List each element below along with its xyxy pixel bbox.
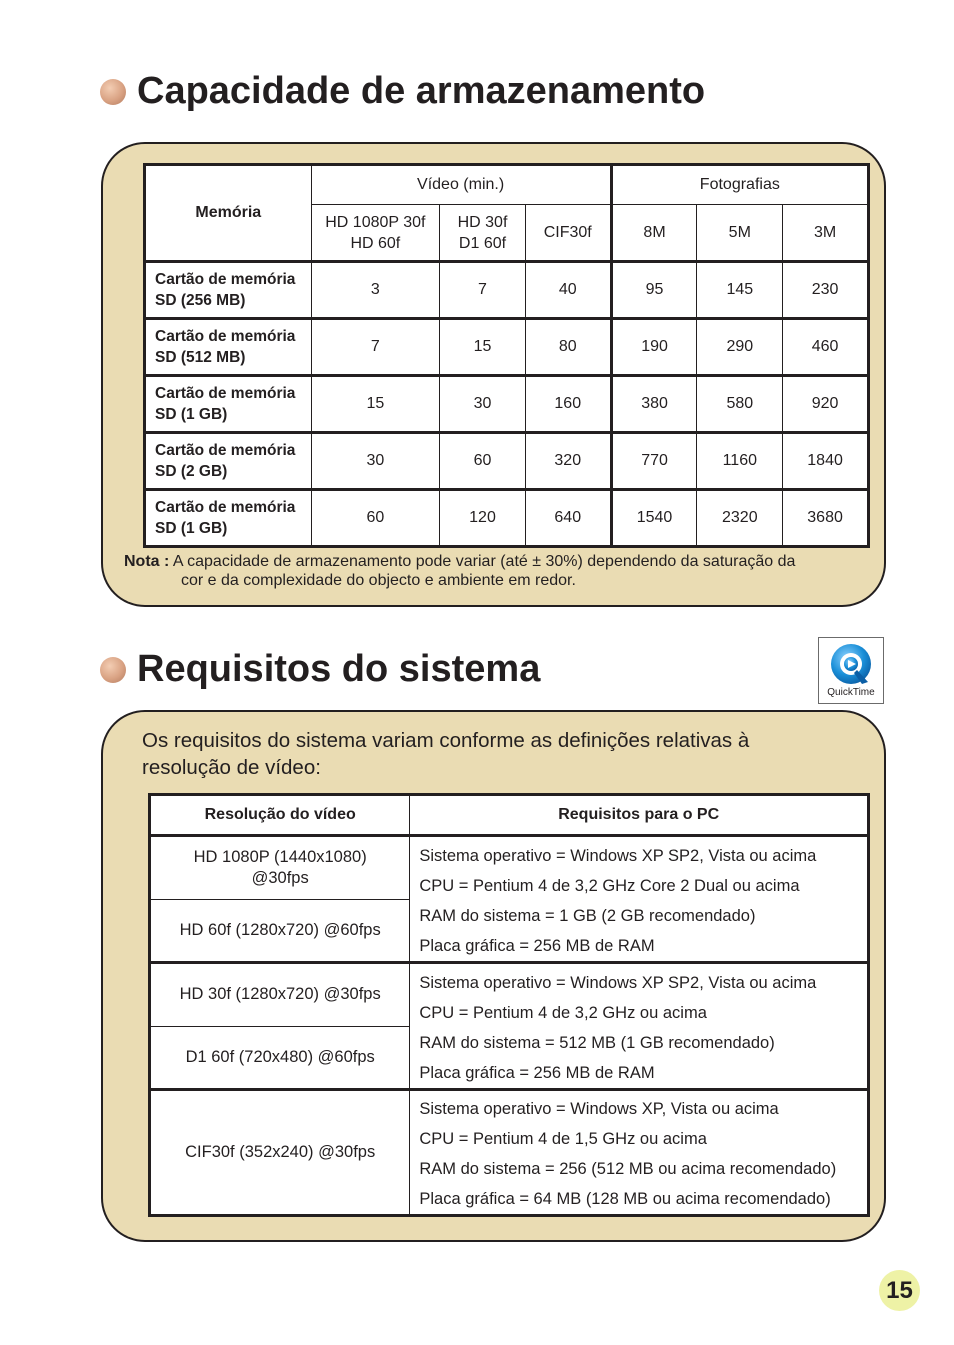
requirement-line: CPU = Pentium 4 de 3,2 GHz ou acima — [419, 1004, 707, 1022]
resolution-cell: CIF30f (352x240) @30fps — [150, 1090, 410, 1216]
table-cell: 30 — [311, 433, 440, 490]
table-row — [145, 490, 869, 547]
memory-header: Memória — [145, 165, 312, 262]
page-number: 15 — [886, 1276, 913, 1304]
table-cell: 380 — [611, 376, 697, 433]
resolution-cell: D1 60f (720x480) @60fps — [150, 1026, 410, 1090]
photo-col-header: 5M — [697, 205, 783, 262]
table-row — [150, 1090, 869, 1216]
table-cell: 40 — [525, 262, 611, 319]
video-col-header: CIF30f — [525, 205, 611, 262]
memory-label: Cartão de memória SD (1 GB) — [145, 490, 312, 547]
table-cell: 1160 — [697, 433, 783, 490]
table-cell: 15 — [311, 376, 440, 433]
storage-title-text: Capacidade de armazenamento — [137, 70, 706, 112]
intro-line: resolução de vídeo: — [142, 756, 321, 779]
requirement-line: CPU = Pentium 4 de 1,5 GHz ou acima — [419, 1130, 707, 1148]
table-cell: 290 — [697, 319, 783, 376]
requirement-line: Placa gráfica = 256 MB de RAM — [419, 937, 655, 955]
resolution-cell: HD 30f (1280x720) @30fps — [150, 963, 410, 1027]
requirements-intro — [142, 727, 842, 781]
table-cell: 7 — [440, 262, 526, 319]
requirement-line: Sistema operativo = Windows XP SP2, Vista ou acima — [419, 847, 817, 865]
table-cell: 640 — [525, 490, 611, 547]
table-row — [145, 433, 869, 490]
requirement-line: Placa gráfica = 256 MB de RAM — [419, 1064, 655, 1082]
table-cell: 145 — [697, 262, 783, 319]
requirement-line: Sistema operativo = Windows XP, Vista ou acima — [419, 1100, 779, 1118]
table-cell: 580 — [697, 376, 783, 433]
table-cell: 770 — [611, 433, 697, 490]
resolution-cell: HD 60f (1280x720) @60fps — [150, 899, 410, 963]
table-row — [145, 262, 869, 319]
table-cell: 60 — [440, 433, 526, 490]
table-cell: 7 — [311, 319, 440, 376]
table-cell: 1840 — [783, 433, 869, 490]
photo-header: Fotografias — [611, 165, 868, 205]
resolution-header: Resolução do vídeo — [150, 795, 410, 836]
memory-label: Cartão de memória SD (256 MB) — [145, 262, 312, 319]
photo-col-header: 3M — [783, 205, 869, 262]
table-row — [150, 963, 869, 1027]
requirements-title-text: Requisitos do sistema — [137, 648, 541, 690]
table-row — [150, 836, 869, 900]
table-cell: 60 — [311, 490, 440, 547]
page-number-badge — [879, 1270, 920, 1311]
table-cell: 460 — [783, 319, 869, 376]
storage-section-title — [100, 70, 705, 113]
table-cell: 30 — [440, 376, 526, 433]
storage-capacity-table — [143, 163, 870, 548]
table-cell: 95 — [611, 262, 697, 319]
requirement-line: Placa gráfica = 64 MB (128 MB ou acima recomendado) — [419, 1190, 831, 1208]
table-cell: 1540 — [611, 490, 697, 547]
intro-line: Os requisitos do sistema variam conforme as definições relativas à — [142, 729, 750, 752]
photo-col-header: 8M — [611, 205, 697, 262]
requirements-section-title — [100, 648, 540, 691]
note-label: Nota : — [124, 553, 170, 570]
quicktime-label: QuickTime — [827, 687, 875, 698]
table-cell: 320 — [525, 433, 611, 490]
requirement-line: Sistema operativo = Windows XP SP2, Vista ou acima — [419, 974, 817, 992]
requirement-line: RAM do sistema = 256 (512 MB ou acima recomendado) — [419, 1160, 837, 1178]
requirement-line: CPU = Pentium 4 de 3,2 GHz Core 2 Dual ou acima — [419, 877, 800, 895]
quicktime-icon — [826, 642, 876, 690]
requirement-line: RAM do sistema = 512 MB (1 GB recomendado) — [419, 1034, 775, 1052]
memory-label: Cartão de memória SD (512 MB) — [145, 319, 312, 376]
requirements-cell — [410, 836, 869, 963]
table-cell: 15 — [440, 319, 526, 376]
quicktime-logo — [818, 637, 884, 704]
video-header: Vídeo (min.) — [311, 165, 611, 205]
video-col-header: HD 30f D1 60f — [440, 205, 526, 262]
table-cell: 3680 — [783, 490, 869, 547]
note-text-continued: cor e da complexidade do objecto e ambiente em redor. — [181, 572, 576, 589]
resolution-cell: HD 1080P (1440x1080) @30fps — [150, 836, 410, 900]
memory-label: Cartão de memória SD (2 GB) — [145, 433, 312, 490]
requirements-cell — [410, 1090, 869, 1216]
system-requirements-table — [148, 793, 870, 1217]
bullet-icon — [100, 657, 126, 683]
table-cell: 230 — [783, 262, 869, 319]
requirements-cell — [410, 963, 869, 1090]
memory-label: Cartão de memória SD (1 GB) — [145, 376, 312, 433]
video-col-header: HD 1080P 30f HD 60f — [311, 205, 440, 262]
requirement-line: RAM do sistema = 1 GB (2 GB recomendado) — [419, 907, 756, 925]
note-text: A capacidade de armazenamento pode variar (até ± 30%) dependendo da saturação da — [169, 553, 796, 570]
storage-note — [124, 552, 874, 590]
requirements-header: Requisitos para o PC — [410, 795, 869, 836]
table-row — [145, 376, 869, 433]
table-cell: 2320 — [697, 490, 783, 547]
table-cell: 190 — [611, 319, 697, 376]
table-cell: 80 — [525, 319, 611, 376]
table-row — [145, 319, 869, 376]
table-cell: 120 — [440, 490, 526, 547]
table-cell: 3 — [311, 262, 440, 319]
bullet-icon — [100, 79, 126, 105]
table-cell: 920 — [783, 376, 869, 433]
table-cell: 160 — [525, 376, 611, 433]
